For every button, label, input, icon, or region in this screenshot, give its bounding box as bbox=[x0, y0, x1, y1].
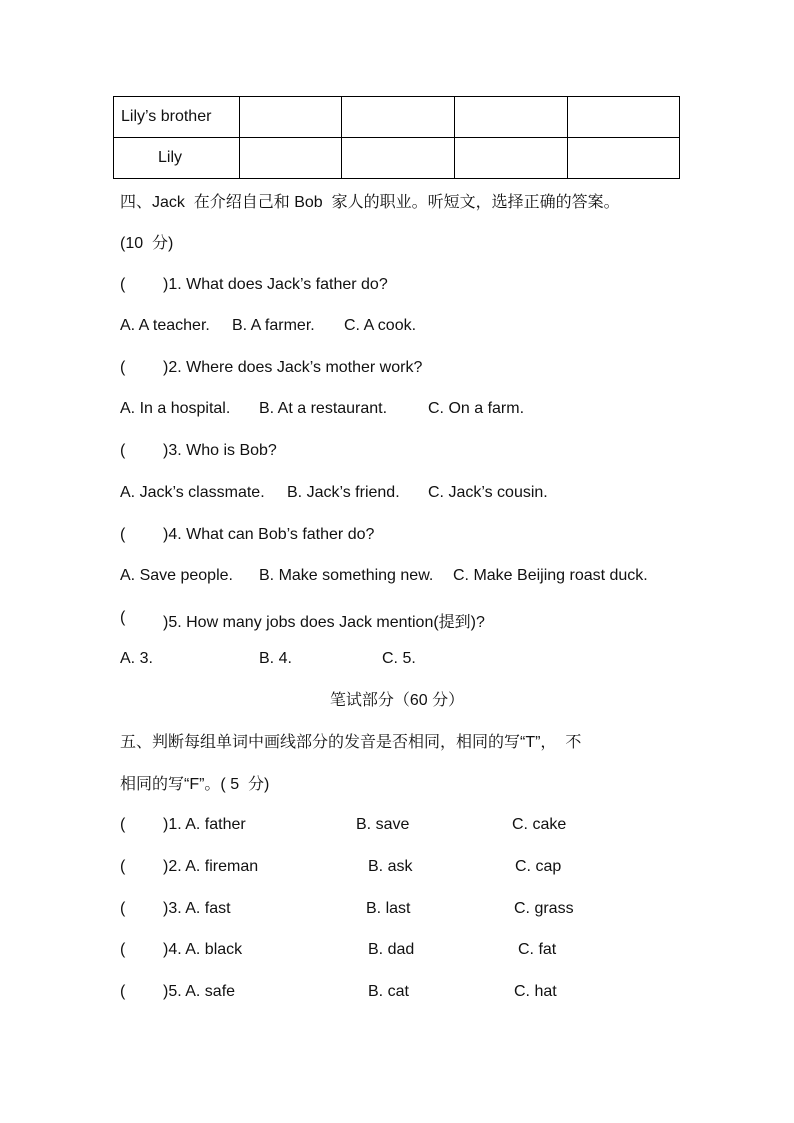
word-b: B. ask bbox=[368, 858, 413, 875]
answer-paren: ( bbox=[120, 276, 126, 293]
option-b: B. A farmer. bbox=[232, 317, 315, 334]
question-text: )3. Who is Bob? bbox=[163, 442, 277, 459]
word-b: B. last bbox=[366, 900, 411, 917]
word-b: B. save bbox=[356, 816, 410, 833]
word-a: )1. A. father bbox=[163, 816, 246, 833]
option-b: B. Jack’s friend. bbox=[287, 484, 400, 501]
family-jobs-table bbox=[113, 96, 680, 179]
question-text: )1. What does Jack’s father do? bbox=[163, 276, 388, 293]
written-part-title: 笔试部分（60 分） bbox=[329, 692, 465, 709]
section4-heading: 四、Jack 在介绍自己和 Bob 家人的职业。听短文，选择正确的答案。 bbox=[120, 194, 620, 211]
answer-paren: ( bbox=[120, 816, 126, 833]
option-a: A. In a hospital. bbox=[120, 400, 231, 417]
option-a: A. Jack’s classmate. bbox=[120, 484, 265, 501]
row-label: Lily bbox=[114, 138, 240, 179]
option-b: B. Make something new. bbox=[259, 567, 434, 584]
option-c: C. On a farm. bbox=[428, 400, 525, 417]
answer-cell bbox=[342, 138, 455, 179]
answer-paren: ( bbox=[120, 526, 126, 543]
option-a: A. 3. bbox=[120, 650, 153, 667]
section5-heading-line1: 五、判断每组单词中画线部分的发音是否相同，相同的写“T”， 不 bbox=[120, 734, 582, 751]
answer-cell bbox=[342, 97, 455, 138]
option-c: C. Make Beijing roast duck. bbox=[453, 567, 648, 584]
word-c: C. fat bbox=[518, 941, 557, 958]
answer-paren: ( bbox=[120, 983, 126, 1000]
answer-paren: ( bbox=[120, 359, 126, 376]
answer-cell bbox=[455, 138, 568, 179]
word-b: B. dad bbox=[368, 941, 415, 958]
word-a: )4. A. black bbox=[163, 941, 243, 958]
option-b: B. At a restaurant. bbox=[259, 400, 388, 417]
word-a: )5. A. safe bbox=[163, 983, 236, 1000]
answer-paren: ( bbox=[120, 941, 126, 958]
table-row bbox=[114, 97, 680, 138]
section4-points: (10 分) bbox=[120, 235, 174, 252]
option-a: A. Save people. bbox=[120, 567, 233, 584]
word-c: C. cap bbox=[515, 858, 562, 875]
option-b: B. 4. bbox=[259, 650, 292, 667]
question-text: )2. Where does Jack’s mother work? bbox=[163, 359, 423, 376]
answer-cell bbox=[455, 97, 568, 138]
word-c: C. cake bbox=[512, 816, 567, 833]
table-row bbox=[114, 138, 680, 179]
option-c: C. Jack’s cousin. bbox=[428, 484, 548, 501]
option-c: C. 5. bbox=[382, 650, 416, 667]
word-b: B. cat bbox=[368, 983, 409, 1000]
answer-cell bbox=[568, 97, 680, 138]
answer-paren: ( bbox=[120, 858, 126, 875]
answer-paren: ( bbox=[120, 900, 126, 917]
word-a: )3. A. fast bbox=[163, 900, 231, 917]
answer-paren: ( bbox=[120, 442, 126, 459]
answer-cell bbox=[240, 138, 342, 179]
answer-cell bbox=[568, 138, 680, 179]
word-a: )2. A. fireman bbox=[163, 858, 259, 875]
row-label: Lily’s brother bbox=[114, 97, 240, 138]
section5-heading-line2: 相同的写“F”。( 5 分) bbox=[120, 776, 270, 793]
word-c: C. grass bbox=[514, 900, 574, 917]
option-a: A. A teacher. bbox=[120, 317, 210, 334]
question-text: )5. How many jobs does Jack mention(提到)? bbox=[163, 614, 485, 631]
question-text: )4. What can Bob’s father do? bbox=[163, 526, 375, 543]
answer-paren: ( bbox=[120, 609, 126, 626]
answer-cell bbox=[240, 97, 342, 138]
word-c: C. hat bbox=[514, 983, 557, 1000]
option-c: C. A cook. bbox=[344, 317, 417, 334]
